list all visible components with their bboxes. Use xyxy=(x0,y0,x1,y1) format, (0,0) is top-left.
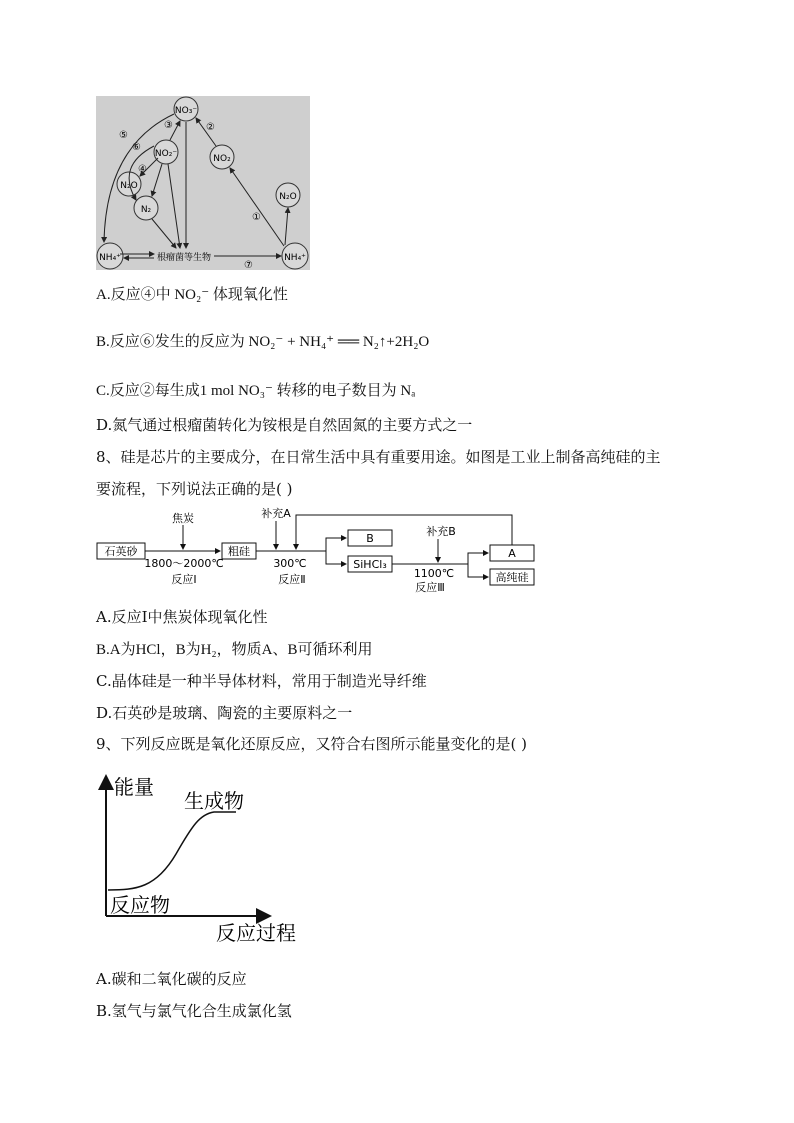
cond1-label: 1800～2000℃ xyxy=(144,557,224,570)
q8-stem-line1: 8、硅是芯片的主要成分，在日常生活中具有重要用途。如图是工业上制备高纯硅的主 xyxy=(96,448,661,466)
step-label-7: ⑦ xyxy=(244,260,253,270)
silicon-flow-diagram xyxy=(96,505,546,597)
node-no2-minus xyxy=(154,140,178,164)
node-no2-label: NO₂ xyxy=(213,154,231,164)
node-nh4-left xyxy=(97,243,123,269)
supplement-b-label: 补充B xyxy=(426,525,456,538)
node-nh4-left-label: NH₄⁺ xyxy=(99,253,121,263)
node-n2o-right xyxy=(276,183,300,207)
reactant-label: 反应物 xyxy=(110,893,170,917)
node-nh4-right-label: NH₄⁺ xyxy=(284,253,306,263)
q7-option-a: A.反应④中 NO₂⁻ 体现氧化性 xyxy=(96,287,288,303)
q7-option-d: D.氮气通过根瘤菌转化为铵根是自然固氮的主要方式之一 xyxy=(96,416,473,434)
nitrogen-cycle-diagram xyxy=(96,96,310,270)
step-label-3: ③ xyxy=(164,120,173,131)
step-label-6: ⑥ xyxy=(132,142,141,153)
node-no3-label: NO₃⁻ xyxy=(174,106,198,116)
sihcl3-label: SiHCl₃ xyxy=(353,558,387,571)
q8-option-d: D.石英砂是玻璃、陶瓷的主要原料之一 xyxy=(96,704,353,722)
cond2-label: 300℃ xyxy=(273,557,307,570)
step-label-5: ⑤ xyxy=(119,130,128,141)
reaction1-label: 反应Ⅰ xyxy=(171,573,197,586)
reaction3-label: 反应Ⅲ xyxy=(415,581,445,594)
energy-curve xyxy=(108,812,236,890)
cond3-label: 1100℃ xyxy=(413,567,455,580)
node-n2-label: N₂ xyxy=(140,205,152,215)
box-b-label: B xyxy=(366,532,374,545)
reaction2-label: 反应Ⅱ xyxy=(278,573,306,586)
q8-stem-line2: 要流程，下列说法正确的是( ) xyxy=(96,480,293,498)
node-n2o-right-label: N₂O xyxy=(279,192,297,202)
pure-si-label: 高纯硅 xyxy=(495,571,529,584)
quartz-label: 石英砂 xyxy=(104,545,138,558)
q7-option-c: C.反应②每生成1 mol NO₃⁻ 转移的电子数目为 Nₐ xyxy=(96,383,416,399)
q9-stem: 9、下列反应既是氧化还原反应，又符合右图所示能量变化的是( ) xyxy=(96,735,528,753)
q9-option-a: A.碳和二氧化碳的反应 xyxy=(96,970,247,988)
x-axis-label: 反应过程 xyxy=(216,921,296,945)
box-a-label: A xyxy=(508,547,516,560)
q7-option-b: B.反应⑥发生的反应为 NO₂⁻ + NH₄⁺ ══ N₂↑+2H₂O xyxy=(96,334,430,350)
step-label-1: ① xyxy=(252,212,261,223)
q9-option-b: B.氢气与氯气化合生成氯化氢 xyxy=(96,1002,292,1020)
product-label: 生成物 xyxy=(184,789,244,813)
node-no2-minus-label: NO₂⁻ xyxy=(154,149,178,159)
nitrogen-cycle-figure xyxy=(96,96,310,270)
node-n2o-left-label: N₂O xyxy=(120,181,138,191)
step-label-4: ④ xyxy=(138,164,147,175)
silicon-flow-figure xyxy=(96,505,546,597)
q8-option-a: A.反应Ⅰ中焦炭体现氧化性 xyxy=(96,608,268,626)
y-axis-label: 能量 xyxy=(114,775,154,799)
q8-option-c: C.晶体硅是一种半导体材料，常用于制造光导纤维 xyxy=(96,672,427,690)
node-n2 xyxy=(134,196,158,220)
supplement-a-label: 补充A xyxy=(261,507,291,520)
crude-si-label: 粗硅 xyxy=(228,545,250,558)
coke-label: 焦炭 xyxy=(172,512,194,525)
energy-graph xyxy=(96,768,316,948)
node-no2 xyxy=(210,145,234,169)
node-nh4-right xyxy=(282,243,308,269)
node-no3 xyxy=(174,97,198,121)
q8-option-b: B.A为HCl，B为H₂，物质A、B可循环利用 xyxy=(96,642,373,658)
center-label: 根瘤菌等生物 xyxy=(156,253,212,263)
step-label-2: ② xyxy=(206,122,215,133)
energy-graph-figure xyxy=(96,768,316,948)
